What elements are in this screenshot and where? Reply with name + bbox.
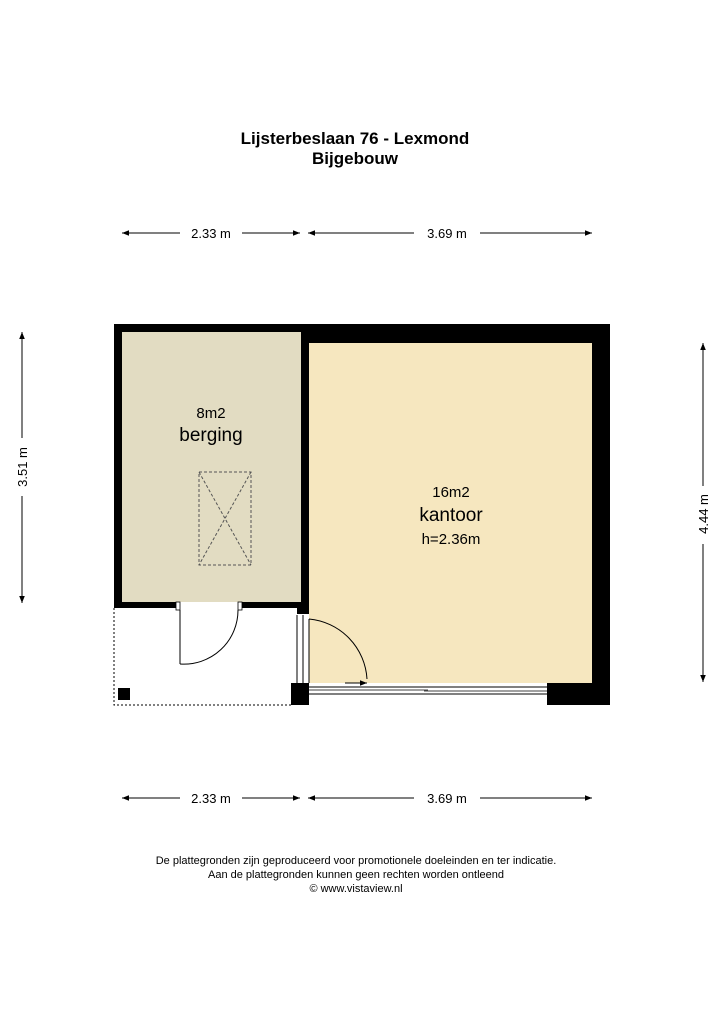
disclaimer-line-1: De plattegronden zijn geproduceerd voor promotionele doeleinden en ter indicatie. bbox=[155, 855, 557, 867]
bottom-dimension-right bbox=[308, 791, 592, 806]
top-dimension-left bbox=[122, 226, 300, 241]
outdoor-object bbox=[118, 688, 130, 700]
bottom-dimension-left bbox=[122, 791, 300, 806]
kantoor-name: kantoor bbox=[419, 505, 483, 526]
berging-area: 8m2 bbox=[196, 405, 226, 422]
address-title: Lijsterbeslaan 76 - Lexmond bbox=[240, 129, 470, 148]
top-dimension-right-label: 3.69 m bbox=[427, 226, 467, 241]
bottom-dimension-left-label: 2.33 m bbox=[191, 791, 231, 806]
left-dimension bbox=[15, 332, 30, 603]
right-wall-block bbox=[547, 683, 610, 705]
building-subtitle: Bijgebouw bbox=[312, 149, 398, 168]
left-dimension-label: 3.51 m bbox=[15, 447, 30, 487]
corner-post bbox=[291, 683, 309, 705]
berging-door-opening bbox=[176, 602, 242, 610]
top-dimension-right bbox=[308, 226, 592, 241]
right-dimension-label: 4.44 m bbox=[696, 494, 711, 534]
right-dimension bbox=[696, 343, 711, 682]
copyright-line: © www.vistaview.nl bbox=[309, 883, 403, 895]
bottom-dimension-right-label: 3.69 m bbox=[427, 791, 467, 806]
berging-room bbox=[122, 332, 301, 602]
kantoor-area: 16m2 bbox=[432, 484, 470, 501]
kantoor-height: h=2.36m bbox=[421, 531, 481, 548]
top-dimension-left-label: 2.33 m bbox=[191, 226, 231, 241]
disclaimer-line-2: Aan de plattegronden kunnen geen rechten worden ontleend bbox=[207, 869, 505, 881]
berging-name: berging bbox=[179, 425, 243, 446]
outdoor-area bbox=[114, 608, 297, 706]
